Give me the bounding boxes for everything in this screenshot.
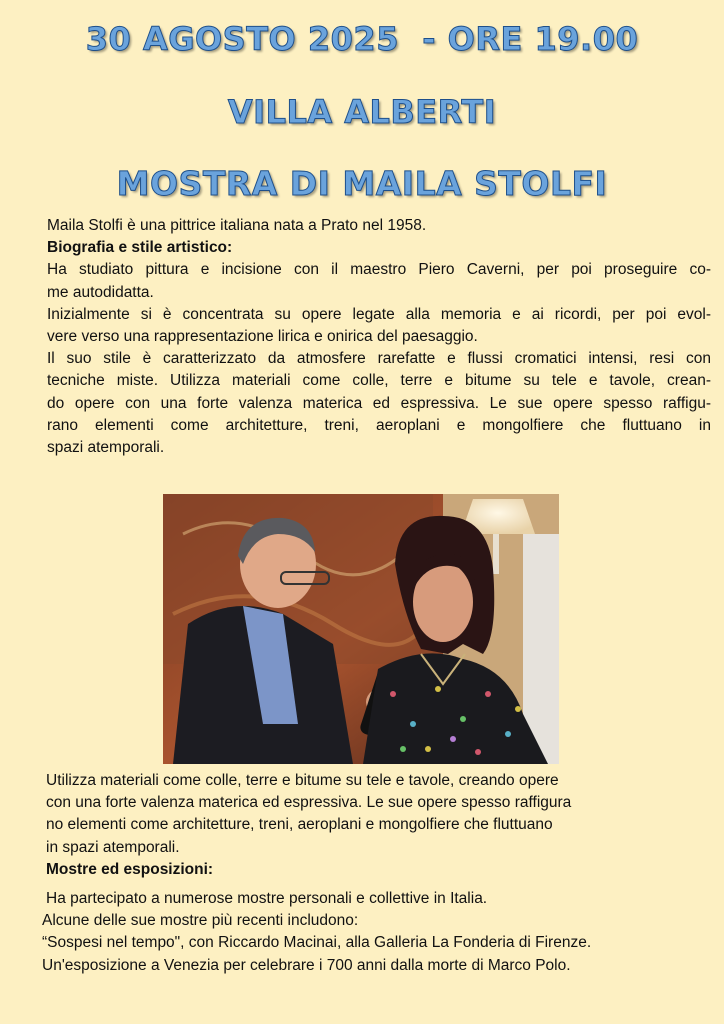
technique-line: con una forte valenza materica ed espressiva. Le sue opere spesso raffigura <box>46 794 572 812</box>
style-text-line: tecniche miste. Utilizza materiali come colle, terre e bitume su tele e tavole, crean- <box>47 372 711 390</box>
exhibitions-line: Alcune delle sue mostre più recenti includono: <box>42 912 359 930</box>
technique-line: in spazi atemporali. <box>46 838 180 856</box>
exhibitions-line: “Sospesi nel tempo", con Riccardo Macinai, alla Galleria La Fonderia di Firenze. <box>42 934 592 952</box>
intro-line: Maila Stolfi è una pittrice italiana nata a Prato nel 1958. <box>47 217 427 234</box>
technique-section <box>46 770 686 881</box>
exhibitions-line: Un'esposizione a Venezia per celebrare i 700 anni dalla morte di Marco Polo. <box>42 956 571 974</box>
bio-text-line: Inizialmente si è concentrata su opere legate alla memoria e ai ricordi, per poi evol- <box>47 305 711 323</box>
exhibitions-section <box>42 888 702 977</box>
bio-text-line: me autodidatta. <box>47 283 154 301</box>
bio-text-line: Ha studiato pittura e incisione con il maestro Piero Caverni, per poi proseguire co- <box>47 261 711 279</box>
bio-text-line: vere verso una rappresentazione lirica e onirica del paesaggio. <box>47 327 478 345</box>
bio-heading: Biografia e stile artistico: <box>47 239 233 257</box>
event-title: MOSTRA DI MAILA STOLFI <box>116 164 608 203</box>
interview-photo <box>163 494 559 764</box>
intro-section <box>47 215 711 459</box>
technique-line: Utilizza materiali come colle, terre e bitume su tele e tavole, creando opere <box>46 772 559 789</box>
event-venue: VILLA ALBERTI <box>227 93 497 131</box>
exhibitions-line: Ha partecipato a numerose mostre personali e collettive in Italia. <box>46 890 488 907</box>
style-text-line: spazi atemporali. <box>47 438 165 456</box>
event-date-time: 30 AGOSTO 2025 - ORE 19.00 <box>85 20 639 58</box>
exhibitions-heading: Mostre ed esposizioni: <box>46 860 214 878</box>
style-text-line: rano elementi come architetture, treni, aeroplani e mongolfiere che fluttuano in <box>47 416 711 434</box>
style-text-line: do opere con una forte valenza materica ed espressiva. Le sue opere spesso raffigu- <box>47 394 711 412</box>
technique-line: no elementi come architetture, treni, aeroplani e mongolfiere che fluttuano <box>46 816 553 834</box>
style-text-line: Il suo stile è caratterizzato da atmosfere rarefatte e flussi cromatici intensi, resi con <box>47 350 711 368</box>
